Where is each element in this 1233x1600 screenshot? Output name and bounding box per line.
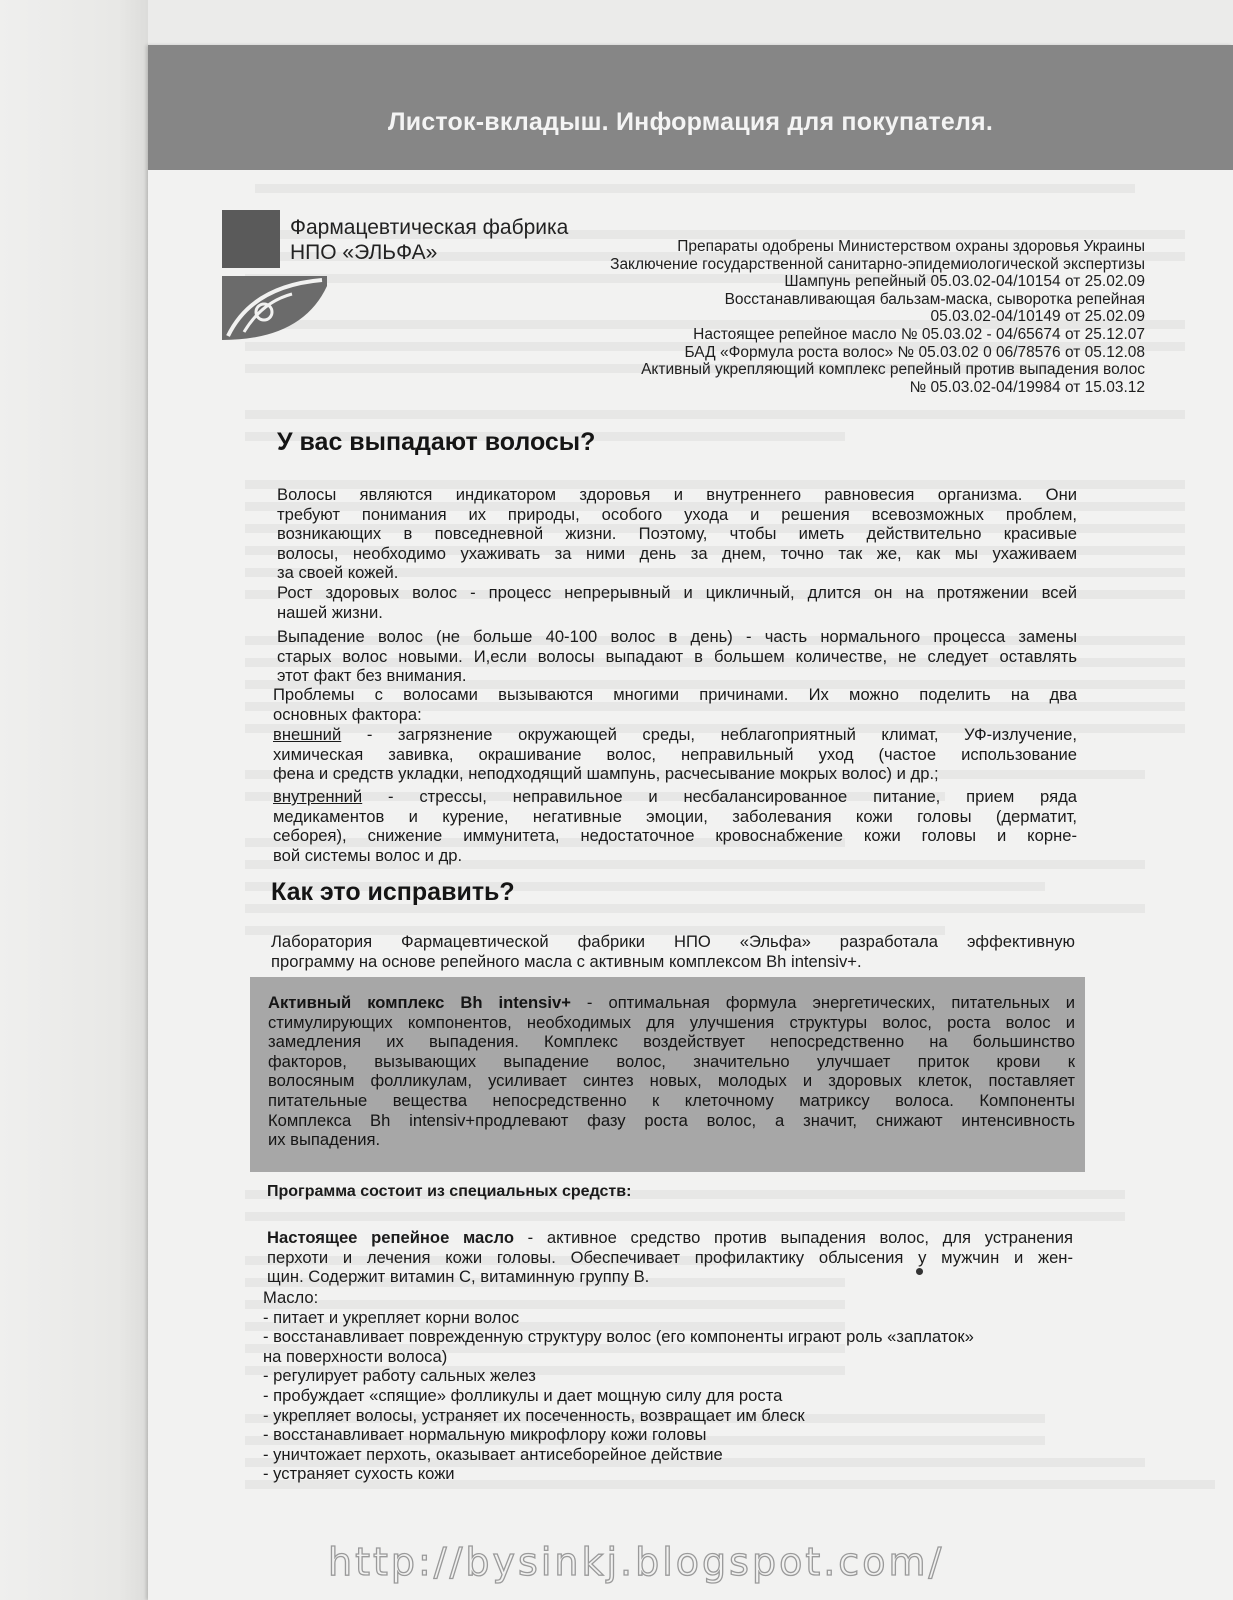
text-line: вой системы волос и др. [273, 845, 463, 865]
list-item: - устраняет сухость кожи [263, 1464, 455, 1484]
oil-label: Настоящее репейное масло [267, 1228, 514, 1247]
approval-line: 05.03.02-04/10149 от 25.02.09 [930, 308, 1145, 326]
list-item: - регулирует работу сальных желез [263, 1366, 536, 1386]
text-line: волосы, необходимо ухаживать за ними день за днем, точно так же, как мы ухаживаем [277, 543, 1077, 563]
program-heading: Программа состоит из специальных средств: [267, 1183, 632, 1200]
text-line: Волосы являются индикатором здоровья и внутреннего равновесия организма. Они [277, 485, 1077, 504]
list-item: - уничтожает перхоть, оказывает антисеборейное действие [263, 1444, 723, 1464]
text-line: Комплекса Bh intensiv+продлевают фазу роста волос, а значит, снижают интенсивность [268, 1110, 1075, 1130]
text-line [267, 1228, 1073, 1248]
oil-text: - активное средство против выпадения волос, для устранения [513, 1228, 1073, 1247]
internal-factor-text: - стрессы, неправильное и несбалансированное питание, прием ряда [362, 787, 1077, 806]
header-title: Листок-вкладыш. Информация для покупателя. [388, 108, 993, 136]
text-line: Проблемы с волосами вызываются многими причинами. Их можно поделить на два [273, 685, 1077, 704]
logo-leaf-icon [222, 276, 327, 340]
complex-highlight-box [250, 977, 1085, 1172]
complex-label: Активный комплекс Bh intensiv+ [268, 993, 571, 1012]
text-line: замедления их выпадения. Комплекс воздействует непосредственно на большинство [268, 1032, 1075, 1052]
section1-paragraph-1 [277, 485, 1077, 583]
list-item: - пробуждает «спящие» фолликулы и дает мощную силу для роста [263, 1385, 783, 1405]
heading-how-to-fix: Как это исправить? [271, 878, 515, 906]
brand-name-line1: Фармацевтическая фабрика [290, 216, 569, 239]
text-line: за своей кожей. [277, 563, 399, 583]
heading-hair-loss: У вас выпадают волосы? [277, 428, 596, 456]
text-line: щин. Содержит витамин С, витаминную группу В. [267, 1267, 650, 1287]
internal-factor-label: внутренний [273, 787, 363, 806]
approval-line: Заключение государственной санитарно-эпидемиологической экспертизы [610, 255, 1145, 273]
text-line [273, 787, 1077, 807]
text-line: этот факт без внимания. [277, 666, 467, 686]
section1-paragraph-4 [273, 685, 1077, 724]
complex-description [268, 993, 1075, 1150]
text-line: требуют понимания их природы, особого ухода и решения всевозможных проблем, [277, 504, 1077, 524]
approval-line: Настоящее репейное масло № 05.03.02 - 04/65674 от 25.12.07 [693, 325, 1145, 343]
text-line: стимулирующих компонентов, необходимых для улучшения структуры волос, роста волос и [268, 1012, 1075, 1032]
oil-description [267, 1228, 1073, 1287]
list-item: - восстанавливает поврежденную структуру волос (его компоненты играют роль «заплаток» [263, 1327, 974, 1347]
text-line: питательные вещества непосредственно к клеточному матриксу волоса. Компоненты [268, 1090, 1075, 1110]
text-line: Лаборатория Фармацевтической фабрики НПО «Эльфа» разработала эффективную [271, 932, 1075, 951]
list-item: - укрепляет волосы, устраняет их посеченность, возвращает им блеск [263, 1405, 805, 1425]
scan-background [0, 0, 148, 1600]
text-line: нашей жизни. [277, 602, 383, 622]
text-line: химическая завивка, окрашивание волос, неправильный уход (частое использование [273, 744, 1077, 764]
complex-text: - оптимальная формула энергетических, питательных и [570, 993, 1075, 1012]
brand-name-line2: НПО «ЭЛЬФА» [290, 241, 438, 264]
approval-line: Восстанавливающая бальзам-маска, сыворотка репейная [724, 290, 1145, 308]
external-factor-label: внешний [273, 725, 342, 744]
text-line: волосяным фолликулам, усиливает синтез новых, молодых и здоровых клеток, поставляет [268, 1071, 1075, 1091]
section1-paragraph-3 [277, 627, 1077, 686]
text-line: Рост здоровых волос - процесс непрерывный и цикличный, длится он на протяжении всей [277, 583, 1077, 602]
list-item: на поверхности волоса) [263, 1346, 448, 1366]
section2-paragraph [271, 932, 1075, 971]
ink-dot [916, 1268, 923, 1275]
approvals-block [525, 238, 1145, 396]
text-line: себорея), снижение иммунитета, недостаточное кровоснабжение кожи головы и корне- [273, 826, 1077, 846]
oil-list-intro: Масло: [263, 1288, 319, 1307]
approval-line: Препараты одобрены Министерством охраны здоровья Украины [677, 238, 1145, 255]
text-line: их выпадения. [268, 1130, 381, 1150]
list-item: - восстанавливает нормальную микрофлору кожи головы [263, 1425, 707, 1445]
approval-line: Активный укрепляющий комплекс репейный против выпадения волос [641, 361, 1145, 379]
text-line [273, 725, 1077, 745]
external-factor-text: - загрязнение окружающей среды, неблагоприятный климат, УФ-излучение, [341, 725, 1077, 744]
logo-square-icon [222, 210, 280, 268]
text-line: основных фактора: [273, 704, 422, 724]
text-line [268, 993, 1075, 1013]
approval-line: Шампунь репейный 05.03.02-04/10154 от 25.02.09 [784, 273, 1145, 291]
text-line: возникающих в повседневной жизни. Поэтому, чтобы иметь действительно красивые [277, 524, 1077, 544]
oil-benefits-list [263, 1288, 1073, 1484]
text-line: фена и средств укладки, неподходящий шампунь, расчесывание мокрых волос) и др.; [273, 764, 939, 784]
internal-factors [273, 787, 1077, 865]
external-factors [273, 725, 1077, 784]
text-line: программу на основе репейного масла с активным комплексом Bh intensiv+. [271, 951, 862, 971]
approval-line: № 05.03.02-04/19984 от 15.03.12 [909, 378, 1145, 396]
text-line: старых волос новыми. И,если волосы выпадают в большем количестве, не следует оставлять [277, 646, 1077, 666]
list-item: - питает и укрепляет корни волос [263, 1307, 520, 1327]
text-line: Выпадение волос (не больше 40-100 волос в день) - часть нормального процесса замены [277, 627, 1077, 646]
section1-paragraph-2 [277, 583, 1077, 622]
text-line: медикаментов и курение, негативные эмоции, заболевания кожи головы (дерматит, [273, 806, 1077, 826]
approval-line: БАД «Формула роста волос» № 05.03.02 0 06/78576 от 05.12.08 [684, 343, 1145, 361]
blog-watermark: http://bysinkj.blogspot.com/ [328, 1540, 945, 1584]
text-line: перхоти и лечения кожи головы. Обеспечивает профилактику облысения у мужчин и жен- [267, 1247, 1073, 1267]
text-line: факторов, вызывающих выпадение волос, значительно улучшает приток крови к [268, 1051, 1075, 1071]
